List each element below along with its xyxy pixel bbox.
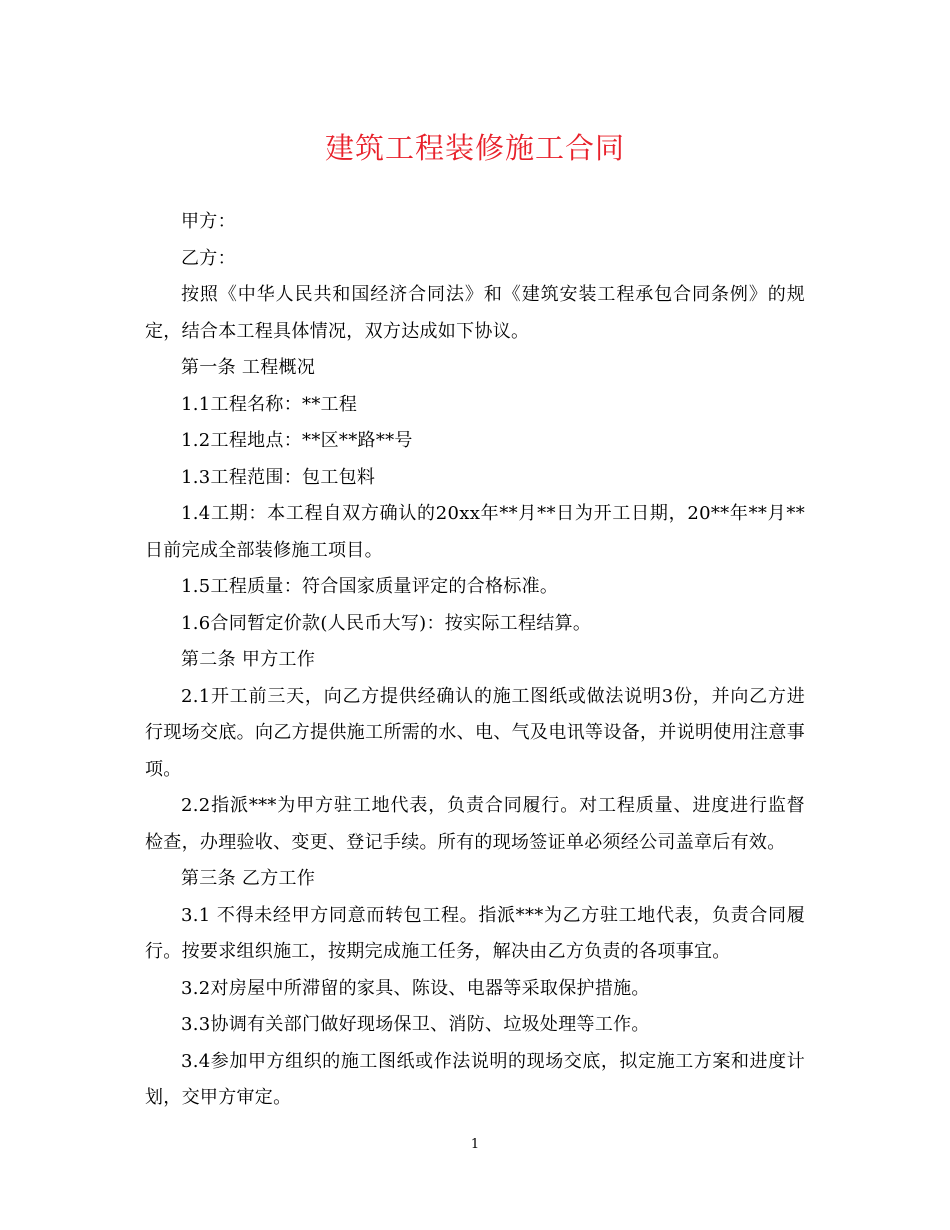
document-body (145, 204, 805, 1117)
document-title: 建筑工程装修施工合同 (324, 131, 625, 165)
clause-1-2: 1.2工程地点：**区**路**号 (181, 430, 413, 451)
party-a-line: 甲方： (181, 211, 236, 232)
clause-1-6: 1.6合同暂定价款(人民币大写)：按实际工程结算。 (181, 612, 592, 634)
clause-2-2: 2.2指派***为甲方驻工地代表，负责合同履行。对工程质量、进度进行监督检查，办理验收、变更、登记手续。所有的现场签证单必须经公司盖章后有效。 (145, 795, 805, 853)
preamble-paragraph: 按照《中华人民共和国经济合同法》和《建筑安装工程承包合同条例》的规定，结合本工程具体情况，双方达成如下协议。 (145, 284, 805, 342)
article-3-heading: 第三条 乙方工作 (181, 868, 316, 889)
article-1-heading: 第一条 工程概况 (181, 357, 316, 378)
article-2-heading: 第二条 甲方工作 (181, 649, 316, 670)
party-b-line: 乙方： (181, 247, 236, 269)
clause-2-1: 2.1开工前三天，向乙方提供经确认的施工图纸或做法说明3份，并向乙方进行现场交底。向乙方提供施工所需的水、电、气及电讯等设备，并说明使用注意事项。 (145, 685, 805, 780)
clause-1-3: 1.3工程范围：包工包料 (181, 466, 376, 488)
clause-3-3: 3.3协调有关部门做好现场保卫、消防、垃圾处理等工作。 (181, 1014, 650, 1035)
clause-1-5: 1.5工程质量：符合国家质量评定的合格标准。 (181, 576, 559, 597)
clause-3-2: 3.2对房屋中所滞留的家具、陈设、电器等采取保护措施。 (181, 977, 650, 999)
clause-1-1: 1.1工程名称：**工程 (181, 393, 358, 415)
clause-3-1: 3.1 不得未经甲方同意而转包工程。指派***为乙方驻工地代表，负责合同履行。按要求组织施工，按期完成施工任务，解决由乙方负责的各项事宜。 (145, 904, 805, 962)
page-number: 1 (470, 1137, 480, 1152)
clause-3-4: 3.4参加甲方组织的施工图纸或作法说明的现场交底，拟定施工方案和进度计划，交甲方审定。 (145, 1050, 805, 1108)
clause-1-4: 1.4工期：本工程自双方确认的20xx年**月**日为开工日期，20**年**月**日前完成全部装修施工项目。 (145, 503, 805, 561)
